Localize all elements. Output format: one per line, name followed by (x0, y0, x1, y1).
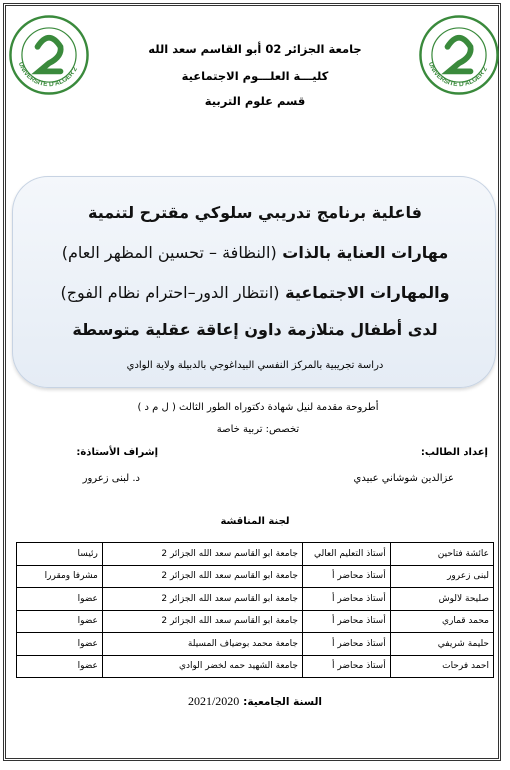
university-logo-right (418, 14, 500, 96)
university-name: جامعة الجزائر 02 أبو القاسم سعد الله (148, 42, 362, 56)
department-name: قسم علوم التربية (204, 94, 306, 108)
title-line-2-detail: (النظافة – تحسين المظهر العام) (61, 243, 277, 262)
prepared-by-label: إعداد الطالب: (420, 447, 488, 458)
member-university: جامعة ابو القاسم سعد الله الجزائر 2 (102, 610, 302, 633)
thesis-description: أطروحة مقدمة لنيل شهادة دكتوراه الطور الثالث ( ل م د ) (137, 402, 379, 413)
title-line-2-main: مهارات العناية بالذات (282, 243, 449, 262)
table-row (17, 565, 494, 588)
member-university: جامعة ابو القاسم سعد الله الجزائر 2 (102, 565, 302, 588)
table-row (17, 610, 494, 633)
logo-text: UNIVERSITE D'ALGER 2 (16, 61, 79, 89)
member-rank: أستاذ محاضر أ (302, 610, 390, 633)
university-logo-left (8, 14, 90, 96)
member-name: لبنى زعرور (390, 565, 493, 588)
table-row (17, 655, 494, 678)
member-role: رئيسا (17, 543, 103, 566)
table-row (17, 588, 494, 611)
member-name: محمد قماري (390, 610, 493, 633)
member-role: عضوا (17, 633, 103, 656)
faculty-name: كليـــة العلـــوم الاجتماعية (181, 69, 329, 83)
study-subtitle: دراسة تجريبية بالمركز النفسي البيداغوجي بالدبيلة ولاية الوادي (126, 360, 384, 371)
member-rank: أستاذ محاضر أ (302, 588, 390, 611)
title-line-3 (20, 283, 490, 302)
member-role: عضوا (17, 610, 103, 633)
thesis-specialty: تخصص: تربية خاصة (216, 424, 300, 435)
committee-table (16, 542, 494, 678)
member-university: جامعة ابو القاسم سعد الله الجزائر 2 (102, 588, 302, 611)
logo-text: UNIVERSITE D'ALGER 2 (426, 61, 489, 89)
member-name: صليحة لالوش (390, 588, 493, 611)
member-name: عائشة فتاحين (390, 543, 493, 566)
member-role: مشرفا ومقررا (17, 565, 103, 588)
academic-year (160, 694, 350, 709)
supervisor-name: د. لبنى زعرور (82, 473, 140, 484)
student-name: عزالدين شوشاني عبيدي (353, 473, 454, 484)
committee-title: لجنة المناقشة (220, 516, 290, 527)
title-line-1: فاعلية برنامج تدريبي سلوكي مقترح لتنمية (88, 203, 422, 222)
table-row (17, 543, 494, 566)
academic-year-label: السنة الجامعية: (243, 696, 323, 708)
member-rank: أستاذ محاضر أ (302, 655, 390, 678)
member-university: جامعة محمد بوضياف المسيلة (102, 633, 302, 656)
member-role: عضوا (17, 588, 103, 611)
member-name: احمد فرحات (390, 655, 493, 678)
member-rank: أستاذ محاضر أ (302, 565, 390, 588)
title-line-2 (20, 243, 490, 262)
member-university: جامعة ابو القاسم سعد الله الجزائر 2 (102, 543, 302, 566)
member-rank: أستاذ التعليم العالي (302, 543, 390, 566)
member-university: جامعة الشهيد حمه لخضر الوادي (102, 655, 302, 678)
title-line-3-detail: (انتظار الدور–احترام نظام الفوج) (60, 283, 280, 302)
member-name: حليمة شريفي (390, 633, 493, 656)
table-row (17, 633, 494, 656)
academic-year-value: 2021/2020 (187, 694, 240, 708)
member-rank: أستاذ محاضر أ (302, 633, 390, 656)
supervisor-label: إشراف الأستاذة: (76, 447, 158, 458)
title-line-3-main: والمهارات الاجتماعية (285, 283, 450, 302)
title-line-4: لدى أطفال متلازمة داون إعاقة عقلية متوسطة (72, 320, 438, 339)
member-role: عضوا (17, 655, 103, 678)
